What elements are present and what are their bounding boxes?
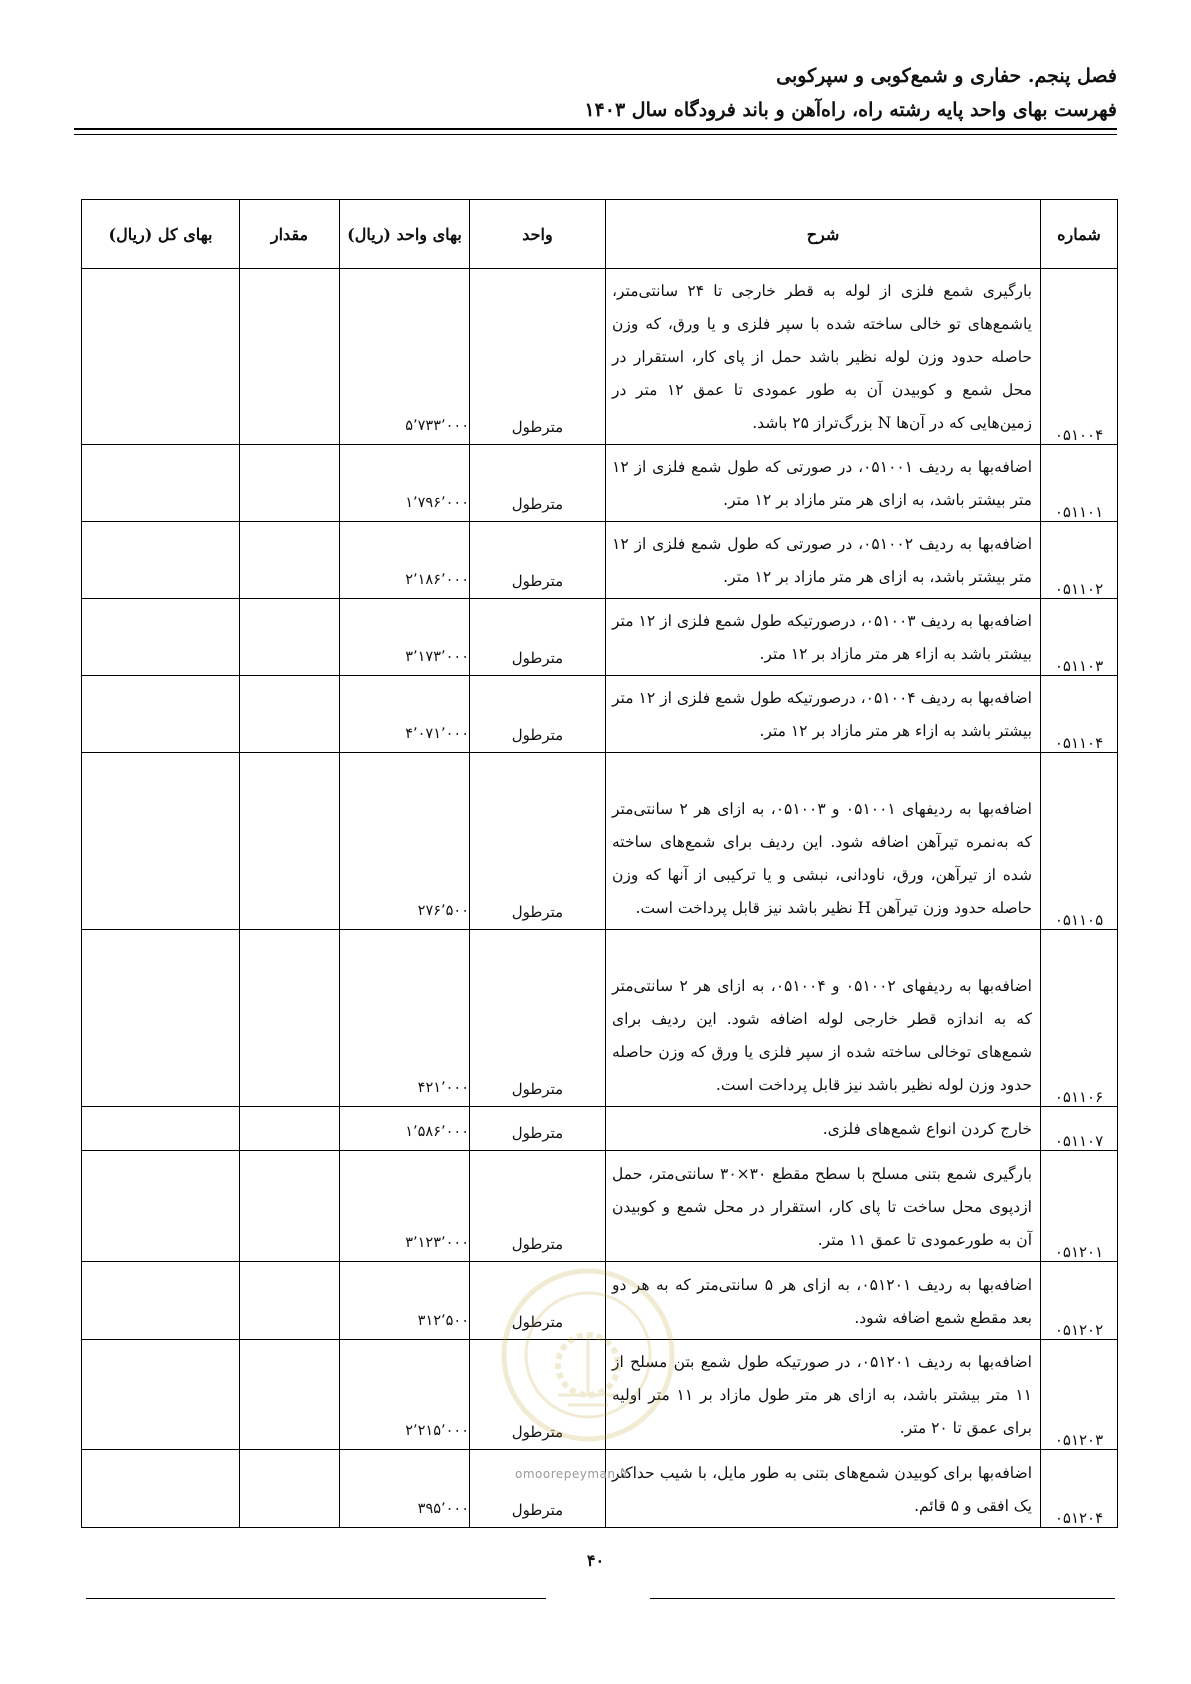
header-rule-thin — [74, 134, 1117, 135]
row-description: بارگیری شمع فلزی از لوله به قطر خارجی تا ۲۴ سانتی‌متر، یاشمع‌های تو خالی ساخته شده با سپر فلزی و یا ورق، که وزن حاصله حدود وزن لوله نظیر باشد حمل از پای کار، استقرار در محل شمع و کوبیدن آن به طور عمودی تا عمق ۱۲ متر در زمین‌هایی که در آن‌ها N بزرگ‌تراز ۲۵ باشد. — [606, 269, 1041, 445]
table-row — [82, 1151, 1118, 1262]
column-header-total-price: بهای کل (ریال) — [82, 200, 240, 269]
row-quantity — [240, 1262, 340, 1340]
row-total-price — [82, 522, 240, 599]
row-total-price — [82, 1340, 240, 1450]
row-total-price — [82, 445, 240, 522]
column-header-unit-price: بهای واحد (ریال) — [340, 200, 470, 269]
table-row — [82, 930, 1118, 1107]
row-total-price — [82, 930, 240, 1107]
row-code: ۰۵۱۲۰۳ — [1041, 1340, 1118, 1450]
row-unit-price: ۴٬۰۷۱٬۰۰۰ — [340, 676, 470, 753]
row-unit: مترطول — [470, 1340, 606, 1450]
row-code: ۰۵۱۲۰۲ — [1041, 1262, 1118, 1340]
row-total-price — [82, 1107, 240, 1151]
row-description: اضافه‌بها به ردیفهای ۰۵۱۰۰۱ و ۰۵۱۰۰۳، به ازای هر ۲ سانتی‌متر که به‌نمره تیرآهن اضافه شود. این ردیف برای شمع‌های ساخته شده از تیرآهن، ورق، ناودانی، نبشی و یا ترکیبی از آنها که وزن حاصله حدود وزن تیرآهن H نظیر باشد نیز قابل پرداخت است. — [606, 753, 1041, 930]
row-unit-price: ۲۷۶٬۵۰۰ — [340, 753, 470, 930]
row-unit-price: ۳۱۲٬۵۰۰ — [340, 1262, 470, 1340]
row-description: اضافه‌بها به ردیف ۰۵۱۰۰۱، در صورتی که طول شمع فلزی از ۱۲ متر بیشتر باشد، به ازای هر متر مازاد بر ۱۲ متر. — [606, 445, 1041, 522]
row-total-price — [82, 1151, 240, 1262]
row-description: اضافه‌بها به ردیفهای ۰۵۱۰۰۲ و ۰۵۱۰۰۴، به ازای هر ۲ سانتی‌متر که به اندازه قطر خارجی لوله اضافه شود. این ردیف برای شمع‌های توخالی ساخته شده از سپر فلزی یا ورق که وزن حاصله حدود وزن لوله نظیر باشد نیز قابل پرداخت است. — [606, 930, 1041, 1107]
row-unit-price: ۴۲۱٬۰۰۰ — [340, 930, 470, 1107]
table-row — [82, 445, 1118, 522]
book-title: فهرست بهای واحد پایه رشته راه، راه‌آهن و باند فرودگاه سال ۱۴۰۳ — [584, 99, 1117, 121]
row-total-price — [82, 1450, 240, 1528]
row-unit-price: ۳٬۱۷۳٬۰۰۰ — [340, 599, 470, 676]
table-row — [82, 753, 1118, 930]
row-unit-price: ۱٬۷۹۶٬۰۰۰ — [340, 445, 470, 522]
page-header — [77, 62, 1117, 124]
table-row — [82, 676, 1118, 753]
row-unit: مترطول — [470, 1450, 606, 1528]
row-unit: مترطول — [470, 1262, 606, 1340]
row-code: ۰۵۱۱۰۶ — [1041, 930, 1118, 1107]
table-row — [82, 599, 1118, 676]
row-unit-price: ۳۹۵٬۰۰۰ — [340, 1450, 470, 1528]
row-unit: مترطول — [470, 522, 606, 599]
row-total-price — [82, 269, 240, 445]
column-header-code: شماره — [1041, 200, 1118, 269]
row-code: ۰۵۱۱۰۲ — [1041, 522, 1118, 599]
table-row — [82, 1107, 1118, 1151]
row-description: اضافه‌بها به ردیف ۰۵۱۲۰۱، به ازای هر ۵ سانتی‌متر که به هر دو بعد مقطع شمع اضافه شود. — [606, 1262, 1041, 1340]
table-header-row — [82, 200, 1118, 269]
row-quantity — [240, 930, 340, 1107]
row-total-price — [82, 676, 240, 753]
row-unit-price: ۲٬۲۱۵٬۰۰۰ — [340, 1340, 470, 1450]
watermark-url: omoorepeyman.ir — [515, 1467, 630, 1481]
row-unit: مترطول — [470, 676, 606, 753]
row-total-price — [82, 599, 240, 676]
row-unit: مترطول — [470, 599, 606, 676]
row-total-price — [82, 753, 240, 930]
row-unit: مترطول — [470, 1107, 606, 1151]
footer-rule-left — [86, 1598, 546, 1599]
row-unit-price: ۵٬۷۳۳٬۰۰۰ — [340, 269, 470, 445]
column-header-quantity: مقدار — [240, 200, 340, 269]
row-unit-price: ۱٬۵۸۶٬۰۰۰ — [340, 1107, 470, 1151]
row-description: اضافه‌بها برای کوبیدن شمع‌های بتنی به طور مایل، با شیب حداکثر یک افقی و ۵ قائم. — [606, 1450, 1041, 1528]
row-code: ۰۵۱۰۰۴ — [1041, 269, 1118, 445]
row-code: ۰۵۱۱۰۷ — [1041, 1107, 1118, 1151]
row-unit: مترطول — [470, 753, 606, 930]
table-row — [82, 1340, 1118, 1450]
row-quantity — [240, 1151, 340, 1262]
chapter-title: فصل پنجم. حفاری و شمع‌کوبی و سپرکوبی — [776, 65, 1117, 87]
row-code: ۰۵۱۱۰۵ — [1041, 753, 1118, 930]
row-unit: مترطول — [470, 269, 606, 445]
row-unit-price: ۲٬۱۸۶٬۰۰۰ — [340, 522, 470, 599]
row-quantity — [240, 676, 340, 753]
row-quantity — [240, 1450, 340, 1528]
row-quantity — [240, 599, 340, 676]
row-code: ۰۵۱۲۰۱ — [1041, 1151, 1118, 1262]
row-quantity — [240, 445, 340, 522]
row-description: اضافه‌بها به ردیف ۰۵۱۲۰۱، در صورتیکه طول شمع بتن مسلح از ۱۱ متر بیشتر باشد، به ازای هر متر طول مازاد بر ۱۱ متر اولیه برای عمق تا ۲۰ متر. — [606, 1340, 1041, 1450]
column-header-description: شرح — [606, 200, 1041, 269]
column-header-unit: واحد — [470, 200, 606, 269]
row-code: ۰۵۱۱۰۳ — [1041, 599, 1118, 676]
row-description: اضافه‌بها به ردیف ۰۵۱۰۰۳، درصورتیکه طول شمع فلزی از ۱۲ متر بیشتر باشد به ازاء هر متر مازاد بر ۱۲ متر. — [606, 599, 1041, 676]
footer-rule-right — [650, 1598, 1115, 1599]
row-quantity — [240, 269, 340, 445]
row-quantity — [240, 753, 340, 930]
row-unit-price: ۳٬۱۲۳٬۰۰۰ — [340, 1151, 470, 1262]
table-row — [82, 1262, 1118, 1340]
row-quantity — [240, 1107, 340, 1151]
row-description: اضافه‌بها به ردیف ۰۵۱۰۰۴، درصورتیکه طول شمع فلزی از ۱۲ متر بیشتر باشد به ازاء هر متر مازاد بر ۱۲ متر. — [606, 676, 1041, 753]
row-description: بارگیری شمع بتنی مسلح با سطح مقطع ۳۰×۳۰ سانتی‌متر، حمل ازدپوی محل ساخت تا پای کار، استقرار در محل شمع و کوبیدن آن به طورعمودی تا عمق ۱۱ متر. — [606, 1151, 1041, 1262]
row-code: ۰۵۱۱۰۱ — [1041, 445, 1118, 522]
price-list-table — [81, 199, 1118, 1528]
row-unit: مترطول — [470, 1151, 606, 1262]
row-quantity — [240, 522, 340, 599]
row-unit: مترطول — [470, 930, 606, 1107]
header-rule-thick — [74, 128, 1117, 130]
row-code: ۰۵۱۱۰۴ — [1041, 676, 1118, 753]
row-description: اضافه‌بها به ردیف ۰۵۱۰۰۲، در صورتی که طول شمع فلزی از ۱۲ متر بیشتر باشد، به ازای هر متر مازاد بر ۱۲ متر. — [606, 522, 1041, 599]
table-row — [82, 1450, 1118, 1528]
row-quantity — [240, 1340, 340, 1450]
row-unit: مترطول — [470, 445, 606, 522]
table-row — [82, 269, 1118, 445]
table-row — [82, 522, 1118, 599]
row-description: خارج کردن انواع شمع‌های فلزی. — [606, 1107, 1041, 1151]
page-number: ۴۰ — [586, 1551, 605, 1570]
row-code: ۰۵۱۲۰۴ — [1041, 1450, 1118, 1528]
row-total-price — [82, 1262, 240, 1340]
